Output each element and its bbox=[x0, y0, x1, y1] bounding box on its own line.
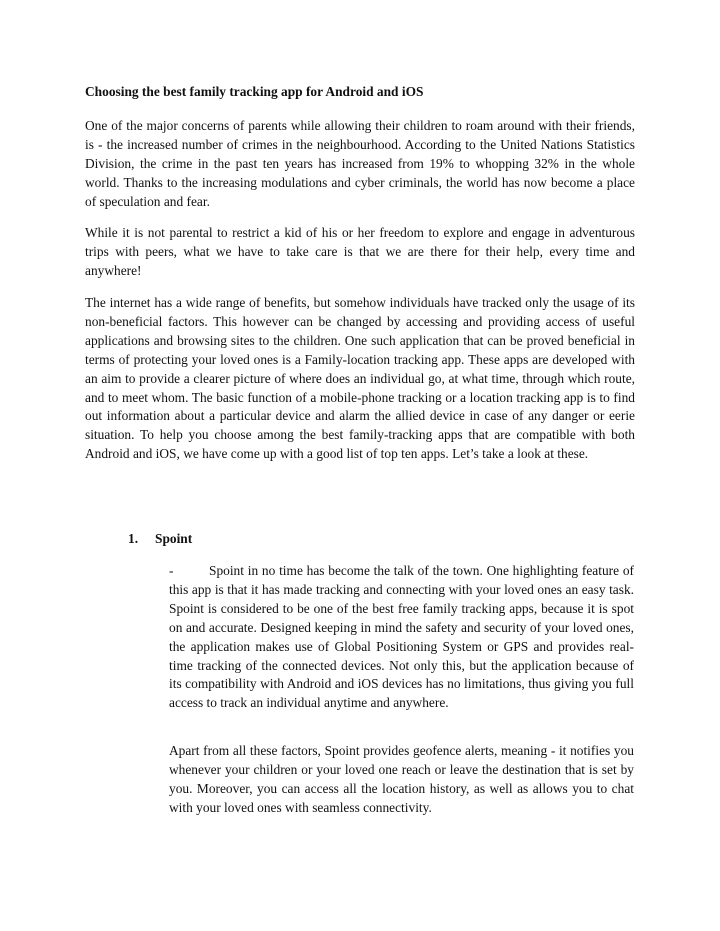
internet-paragraph: The internet has a wide range of benefits, but somehow individuals have tracked only the usage of its non-beneficial factors. This however can be changed by accessing and providing access of useful applications and browsing sites to the children. One such application that can be proved beneficial in terms of protecting your loved ones is a Family-location tracking app. These apps are developed with an aim to provide a clearer picture of where does an individual go, at what time, through which route, and to meet whom. The basic function of a mobile-phone tracking or a location tracking app is to find out information about a particular device and alarm the allied device in case of any danger or eerie situation. To help you choose among the best family-tracking apps that are compatible with both Android and iOS, we have come up with a good list of top ten apps. Let’s take a look at these. bbox=[85, 295, 635, 462]
list-dash: - bbox=[169, 563, 174, 578]
parental-paragraph: While it is not parental to restrict a kid of his or her freedom to explore and engage in adventurous trips with peers, what we have to take care is that we are there for their help, every time and anywhere! bbox=[85, 225, 635, 278]
list-number: 1. bbox=[128, 531, 139, 546]
list-item-spoint bbox=[128, 530, 192, 548]
spoint-paragraph-2: Apart from all these factors, Spoint provides geofence alerts, meaning - it notifies you whenever your children or your loved one reach or leave the destination that is set by you. Moreover, you can access all the location history, as well as allows you to chat with your loved ones with seamless connectivity. bbox=[169, 743, 634, 815]
spoint-paragraph-1 bbox=[169, 562, 634, 713]
document-title: Choosing the best family tracking app for Android and iOS bbox=[85, 84, 424, 99]
spoint-paragraph-1-text: Spoint in no time has become the talk of the town. One highlighting feature of this app is that it has made tracking and connecting with your loved ones an easy task. Spoint is considered to be one of the best free family tracking apps, because it is spot on and accurate. Designed keeping in mind the safety and security of your loved ones, the application makes use of Global Positioning System or GPS and provides real-time tracking of the connected devices. Not only this, but the application because of its compatibility with Android and iOS devices has no limitations, thus giving you full access to track an individual anytime and anywhere. bbox=[169, 563, 634, 711]
list-heading: Spoint bbox=[155, 531, 193, 546]
intro-paragraph: One of the major concerns of parents while allowing their children to roam around with their friends, is - the increased number of crimes in the neighbourhood. According to the United Nations Statistics Division, the crime in the past ten years has increased from 19% to whopping 32% in the whole world. Thanks to the increasing modulations and cyber criminals, the world has now become a place of speculation and fear. bbox=[85, 118, 635, 209]
